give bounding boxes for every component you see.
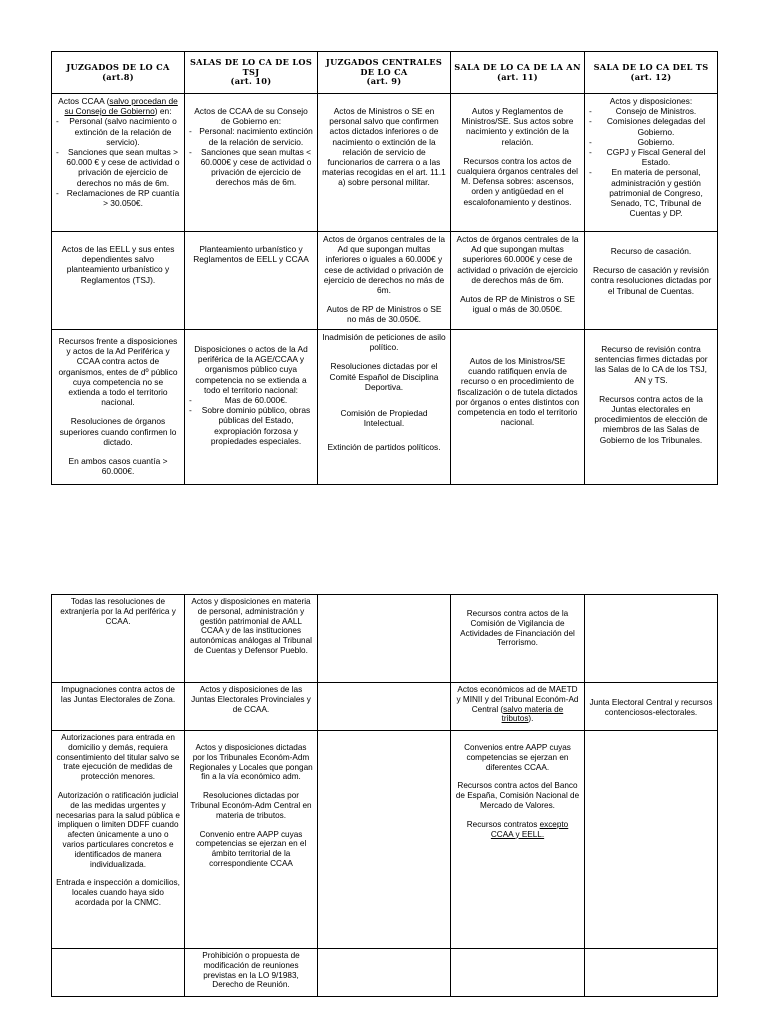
table-row xyxy=(52,595,718,683)
cell-col4: Convenios entre AAPP cuyas competencias se ejerzan en diferentes CCAA. Recursos contra actos del Banco de España, Comisión Nacional de Mercado de Valores. Recursos contratos excepto CCAA y EELL. xyxy=(451,731,585,949)
cell-sala-ts: Recurso de casación. Recurso de casación y revisión contra resoluciones dictadas por el Tribunal de Cuentas. xyxy=(585,232,718,330)
cell-col5 xyxy=(585,949,718,997)
header-juzgados-centrales: JUZGADOS CENTRALES DE LO CA (art. 9) xyxy=(318,52,451,94)
list xyxy=(189,126,313,187)
cell-juzgados-centrales: Actos de órganos centrales de la Ad que supongan multas inferiores o iguales a 60.000€ y cese de actividad o privación de ejercicio de derechos no más de 6m. Autos de RP de Ministros o SE no más de 30.050€. xyxy=(318,232,451,330)
cell-col3 xyxy=(318,683,451,731)
table-row xyxy=(52,949,718,997)
cell-juzgados-ca: Actos de las EELL y sus entes dependientes salvo planteamiento urbanístico y Reglamentos (TSJ). xyxy=(52,232,185,330)
list xyxy=(189,395,313,446)
cell-sala-an: Autos de los Ministros/SE cuando ratifiquen envía de recurso o en procedimiento de fiscalización o de tutela dictados por órganos o entes distintos con competencia en todo el territorio nacional. xyxy=(451,330,585,485)
table-row xyxy=(52,683,718,731)
header-salas-tsj: SALAS DE LO CA DE LOS TSJ (art. 10) xyxy=(185,52,318,94)
list-item: - Personal: nacimiento extinción de la relación de servicio. xyxy=(189,126,313,146)
header-sala-an: SALA DE LO CA DE LA AN (art. 11) xyxy=(451,52,585,94)
list-item: - Gobierno. xyxy=(589,137,713,147)
list xyxy=(56,116,180,208)
table-row xyxy=(52,731,718,949)
cell-col5 xyxy=(585,731,718,949)
cell-juzgados-centrales: Actos de Ministros o SE en personal salvo que confirmen actos dictados inferiores o de nacimiento o extinción de la relación de servicio de funcionarios de carrera o a las materias recogidas en el art. 11.1 a) sobre personal militar. xyxy=(318,94,451,232)
list-item: - Consejo de Ministros. xyxy=(589,106,713,116)
cell-col3 xyxy=(318,731,451,949)
cell-col4: Actos económicos ad de MAETD y MINII y del Tribunal Económ-Ad Central (salvo materia de tributos). xyxy=(451,683,585,731)
cell-juzgados-ca: Recursos frente a disposiciones y actos de la Ad Periférica y CCAA contra actos de organismos, entes de dº público cuya competencia no se extienda a todo el territorio nacional. Resoluciones de órganos superiores cuando confirmen lo dictado. En ambos casos cuantía > 60.000€. xyxy=(52,330,185,485)
cell-col3 xyxy=(318,949,451,997)
list-item: - Sobre dominio público, obras públicas del Estado, expropiación forzosa y propiedades especiales. xyxy=(189,405,313,446)
cell-col2: Actos y disposiciones de las Juntas Electorales Provinciales y de CCAA. xyxy=(185,683,318,731)
list-item: - Reclamaciones de RP cuantía > 30.050€. xyxy=(56,188,180,208)
cell-col3 xyxy=(318,595,451,683)
cell-col1 xyxy=(52,949,185,997)
table-row xyxy=(52,232,718,330)
cell-col4: Recursos contra actos de la Comisión de Vigilancia de Actividades de Financiación del Terrorismo. xyxy=(451,595,585,683)
header-row xyxy=(52,52,718,94)
list-item: - Comisiones delegadas del Gobierno. xyxy=(589,116,713,136)
cell-col1: Impugnaciones contra actos de las Juntas Electorales de Zona. xyxy=(52,683,185,731)
cell-col2: Actos y disposiciones dictadas por los Tribunales Económ-Adm Regionales y Locales que pongan fin a la vía económico adm. Resoluciones dictadas por Tribunal Económ-Adm Central en materia de tributos. Convenio entre AAPP cuyas competencias se ejerzan en el ámbito territorial de la correspondiente CCAA xyxy=(185,731,318,949)
cell-salas-tsj: Planteamiento urbanístico y Reglamentos de EELL y CCAA xyxy=(185,232,318,330)
header-juzgados-ca: JUZGADOS DE LO CA (art.8) xyxy=(52,52,185,94)
cell-col5: Junta Electoral Central y recursos contenciosos-electorales. xyxy=(585,683,718,731)
cell-juzgados-ca: Actos CCAA (salvo procedan de su Consejo de Gobierno) en: - Personal (salvo nacimiento o extinción de la relación de servicio). - Sanciones que sean multas > 60.000 € y cese de actividad o privación de ejercicio de derechos no más de 6m. - Reclamaciones de RP cuantía > 30.050€. xyxy=(52,94,185,232)
cell-col2: Actos y disposiciones en materia de personal, administración y gestión patrimonial de AALL CCAA y de las instituciones autonómicas análogas al Tribunal de Cuentas y Defensor Pueblo. xyxy=(185,595,318,683)
cell-sala-ts: Recurso de revisión contra sentencias firmes dictadas por las Salas de lo CA de los TSJ, AN y TS. Recursos contra actos de la Juntas electorales en procedimientos de elección de miembros de las Salas de Gobierno de los Tribunales. xyxy=(585,330,718,485)
cell-col2: Prohibición o propuesta de modificación de reuniones previstas en la LO 9/1983, Derecho de Reunión. xyxy=(185,949,318,997)
cell-salas-tsj: Disposiciones o actos de la Ad periférica de la AGE/CCAA y organismos público cuya competencia no se extienda a todo el territorio nacional: - Mas de 60.000€. - Sobre dominio público, obras públicas del Estado, expropiación forzosa y propiedades especiales. xyxy=(185,330,318,485)
competencias-table-top xyxy=(51,51,718,485)
list xyxy=(589,106,713,218)
cell-col5 xyxy=(585,595,718,683)
table-row xyxy=(52,330,718,485)
cell-col1: Todas las resoluciones de extranjería por la Ad periférica y CCAA. xyxy=(52,595,185,683)
header-sala-ts: SALA DE LO CA DEL TS (art. 12) xyxy=(585,52,718,94)
cell-salas-tsj: Actos de CCAA de su Consejo de Gobierno en: - Personal: nacimiento extinción de la relación de servicio. - Sanciones que sean multas < 60.000€ y cese de actividad o privación de ejercicio de derechos más de 6m. xyxy=(185,94,318,232)
table-row xyxy=(52,94,718,232)
list-item: - Mas de 60.000€. xyxy=(189,395,313,405)
cell-col1: Autorizaciones para entrada en domicilio y demás, requiera consentimiento del titular salvo se trate ejecución de medidas de protección menores. Autorización o ratificación judicial de las medidas urgentes y necesarias para la salud pública e impliquen o limiten DDFF cuando afecten únicamente a uno o varios particulares concretos e identificados de manera individualizada. Entrada e inspección a domicilios, locales cuando haya sido acordada por la CNMC. xyxy=(52,731,185,949)
list-item: - CGPJ y Fiscal General del Estado. xyxy=(589,147,713,167)
list-item: - En materia de personal, administración y gestión patrimonial de Congreso, Senado, TC, Tribunal de Cuentas y DP. xyxy=(589,167,713,218)
cell-sala-an: Autos y Reglamentos de Ministros/SE. Sus actos sobre nacimiento y extinción de la relación. Recursos contra los actos de cualquiera órganos centrales del M. Defensa sobres: ascensos, orden y antigüedad en el escalofonamiento y destinos. xyxy=(451,94,585,232)
cell-sala-ts: Actos y disposiciones: - Consejo de Ministros. - Comisiones delegadas del Gobierno. - Gobierno. - CGPJ y Fiscal General del Estado. - En materia de personal, administración y gestión patrimonial de Congreso, Senado, TC, Tribunal de Cuentas y DP. xyxy=(585,94,718,232)
cell-col4 xyxy=(451,949,585,997)
list-item: - Personal (salvo nacimiento o extinción de la relación de servicio). xyxy=(56,116,180,147)
cell-juzgados-centrales: Inadmisión de peticiones de asilo político. Resoluciones dictadas por el Comité Español de Disciplina Deportiva. Comisión de Propiedad Intelectual. Extinción de partidos políticos. xyxy=(318,330,451,485)
competencias-table-bottom xyxy=(51,594,718,997)
list-item: - Sanciones que sean multas > 60.000 € y cese de actividad o privación de ejercicio de derechos no más de 6m. xyxy=(56,147,180,188)
cell-sala-an: Actos de órganos centrales de la Ad que supongan multas superiores 60.000€ y cese de actividad o privación de ejercicio de derechos más de 6m. Autos de RP de Ministros o SE igual o más de 30.050€. xyxy=(451,232,585,330)
list-item: - Sanciones que sean multas < 60.000€ y cese de actividad o privación de ejercicio de derechos más de 6m. xyxy=(189,147,313,188)
